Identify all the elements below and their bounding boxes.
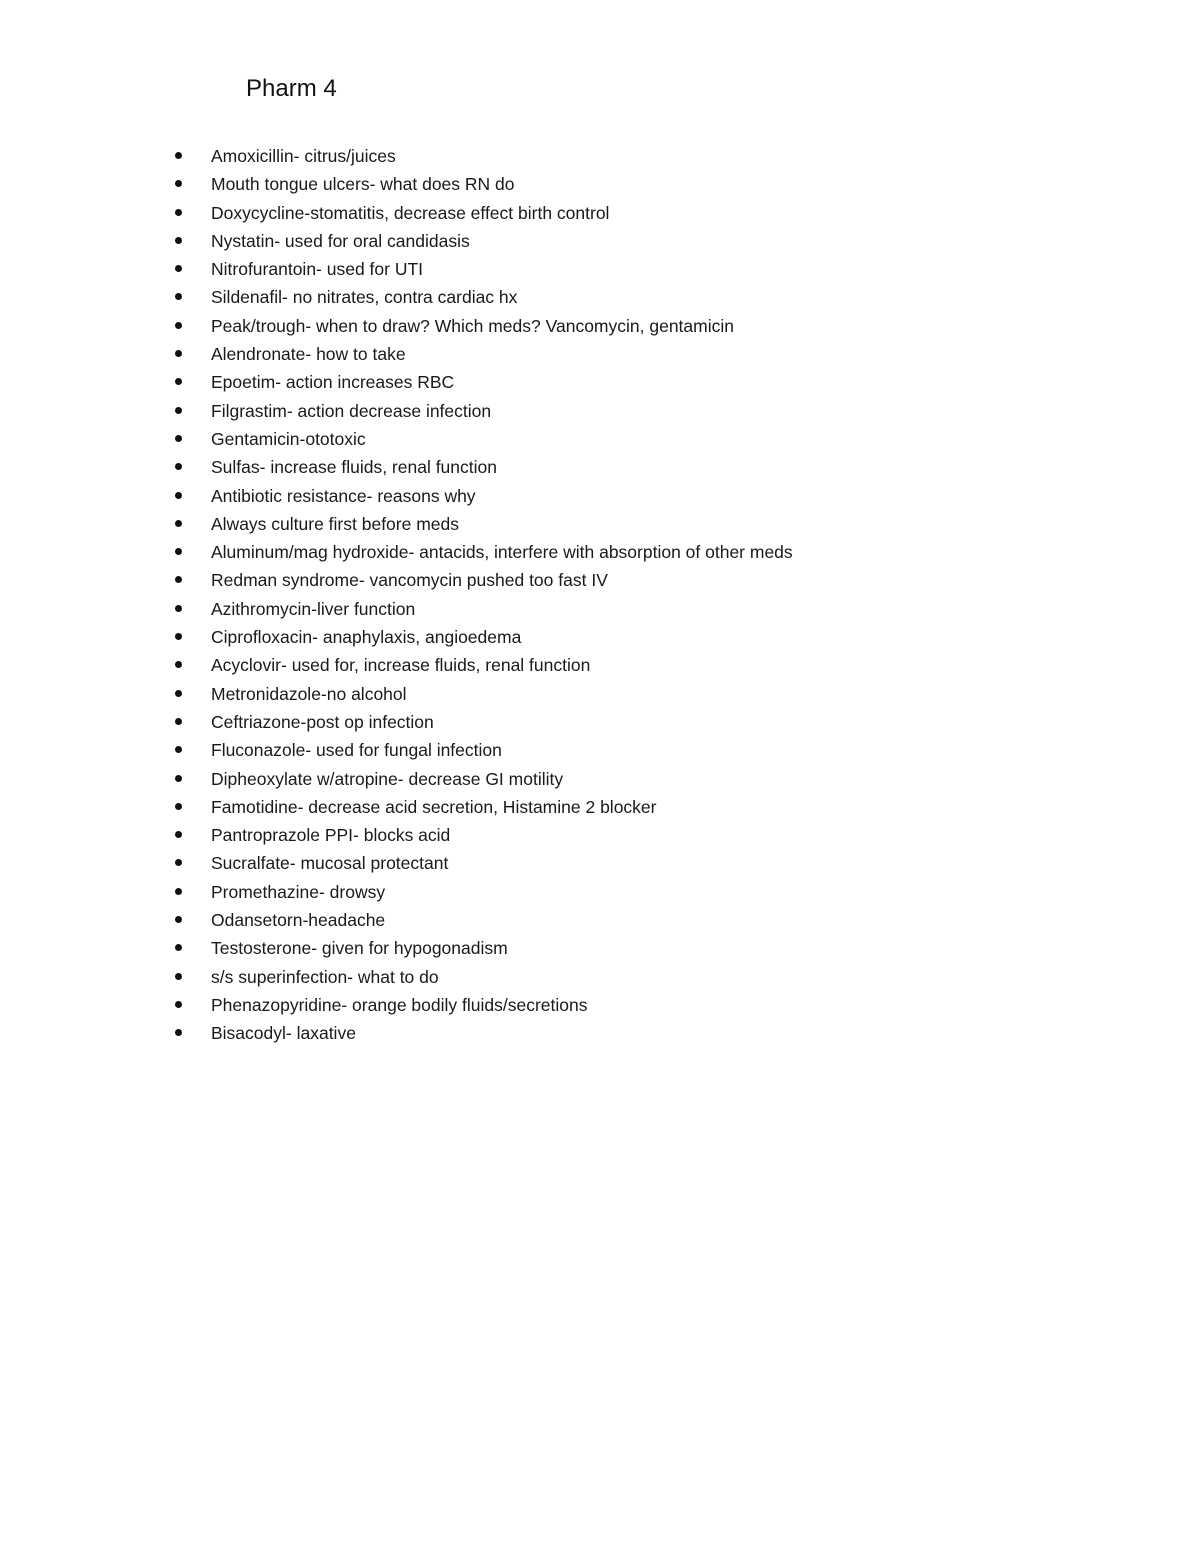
bullet-icon (175, 237, 182, 244)
list-item (0, 340, 1200, 368)
list-item (0, 482, 1200, 510)
bullet-icon (175, 548, 182, 555)
list-item (0, 963, 1200, 991)
list-item-text: Nystatin- used for oral candidasis (211, 230, 470, 251)
list-item-text: Nitrofurantoin- used for UTI (211, 259, 424, 280)
bullet-icon (175, 322, 182, 329)
bullet-icon (175, 576, 182, 583)
list-item-text: Pantroprazole PPI- blocks acid (211, 825, 451, 846)
list-item (0, 878, 1200, 906)
list-item-text: Antibiotic resistance- reasons why (211, 485, 476, 506)
list-item (0, 538, 1200, 566)
list-item (0, 651, 1200, 679)
bullet-icon (175, 803, 182, 810)
bullet-icon (175, 209, 182, 216)
bullet-icon (175, 973, 182, 980)
list-item-text: Dipheoxylate w/atropine- decrease GI motility (211, 768, 564, 789)
bullet-icon (175, 831, 182, 838)
bullet-icon (175, 859, 182, 866)
list-item-text: Phenazopyridine- orange bodily fluids/secretions (211, 994, 588, 1015)
list-item-text: Fluconazole- used for fungal infection (211, 740, 502, 761)
bullet-icon (175, 463, 182, 470)
list-item-text: Mouth tongue ulcers- what does RN do (211, 174, 515, 195)
page-title: Pharm 4 (246, 75, 337, 102)
list-item (0, 736, 1200, 764)
list-item (0, 510, 1200, 538)
bullet-icon (175, 746, 182, 753)
list-item-text: Testosterone- given for hypogonadism (211, 938, 508, 959)
list-item (0, 312, 1200, 340)
bullet-icon (175, 661, 182, 668)
list-item-text: Peak/trough- when to draw? Which meds? Vancomycin, gentamicin (211, 315, 734, 336)
bullet-icon (175, 605, 182, 612)
list-item (0, 199, 1200, 227)
list-item (0, 397, 1200, 425)
bullet-icon (175, 718, 182, 725)
list-item (0, 623, 1200, 651)
list-item-text: Filgrastim- action decrease infection (211, 400, 492, 421)
bullet-icon (175, 690, 182, 697)
list-item (0, 849, 1200, 877)
list-item-text: Alendronate- how to take (211, 344, 406, 365)
list-item (0, 1019, 1200, 1047)
list-item (0, 821, 1200, 849)
list-item-text: Doxycycline-stomatitis, decrease effect birth control (211, 202, 610, 223)
list-item (0, 680, 1200, 708)
bullet-icon (175, 265, 182, 272)
bullet-icon (175, 1029, 182, 1036)
list-item (0, 227, 1200, 255)
list-item-text: Gentamicin-ototoxic (211, 428, 366, 449)
list-item-text: s/s superinfection- what to do (211, 966, 439, 987)
list-item-text: Acyclovir- used for, increase fluids, renal function (211, 655, 591, 676)
list-item-text: Epoetim- action increases RBC (211, 372, 455, 393)
list-item-text: Bisacodyl- laxative (211, 1023, 356, 1044)
bullet-list (0, 142, 1200, 1048)
bullet-icon (175, 180, 182, 187)
list-item-text: Promethazine- drowsy (211, 881, 386, 902)
list-item-text: Sildenafil- no nitrates, contra cardiac hx (211, 287, 518, 308)
list-item (0, 425, 1200, 453)
bullet-icon (175, 633, 182, 640)
bullet-icon (175, 152, 182, 159)
bullet-icon (175, 435, 182, 442)
bullet-icon (175, 378, 182, 385)
list-item-text: Famotidine- decrease acid secretion, Histamine 2 blocker (211, 796, 657, 817)
list-item (0, 765, 1200, 793)
list-item-text: Redman syndrome- vancomycin pushed too fast IV (211, 570, 608, 591)
list-item (0, 283, 1200, 311)
bullet-icon (175, 775, 182, 782)
bullet-icon (175, 350, 182, 357)
list-item (0, 368, 1200, 396)
list-item (0, 255, 1200, 283)
list-item (0, 793, 1200, 821)
list-item-text: Sucralfate- mucosal protectant (211, 853, 449, 874)
bullet-icon (175, 407, 182, 414)
bullet-icon (175, 944, 182, 951)
list-item (0, 170, 1200, 198)
list-item (0, 142, 1200, 170)
list-item-text: Amoxicillin- citrus/juices (211, 146, 396, 166)
bullet-icon (175, 293, 182, 300)
list-item (0, 595, 1200, 623)
list-item (0, 991, 1200, 1019)
bullet-icon (175, 916, 182, 923)
bullet-icon (175, 888, 182, 895)
bullet-icon (175, 1001, 182, 1008)
list-item-text: Ceftriazone-post op infection (211, 711, 434, 732)
list-item (0, 906, 1200, 934)
bullet-icon (175, 520, 182, 527)
bullet-icon (175, 492, 182, 499)
list-item-text: Metronidazole-no alcohol (211, 683, 407, 704)
list-item-text: Always culture first before meds (211, 513, 460, 534)
list-item (0, 453, 1200, 481)
list-item-text: Sulfas- increase fluids, renal function (211, 457, 497, 478)
list-item (0, 708, 1200, 736)
list-item-text: Aluminum/mag hydroxide- antacids, interfere with absorption of other meds (211, 542, 793, 563)
list-item (0, 566, 1200, 594)
list-item-text: Odansetorn-headache (211, 910, 386, 931)
list-item-text: Ciprofloxacin- anaphylaxis, angioedema (211, 627, 522, 648)
list-item-text: Azithromycin-liver function (211, 598, 416, 619)
list-item (0, 934, 1200, 962)
